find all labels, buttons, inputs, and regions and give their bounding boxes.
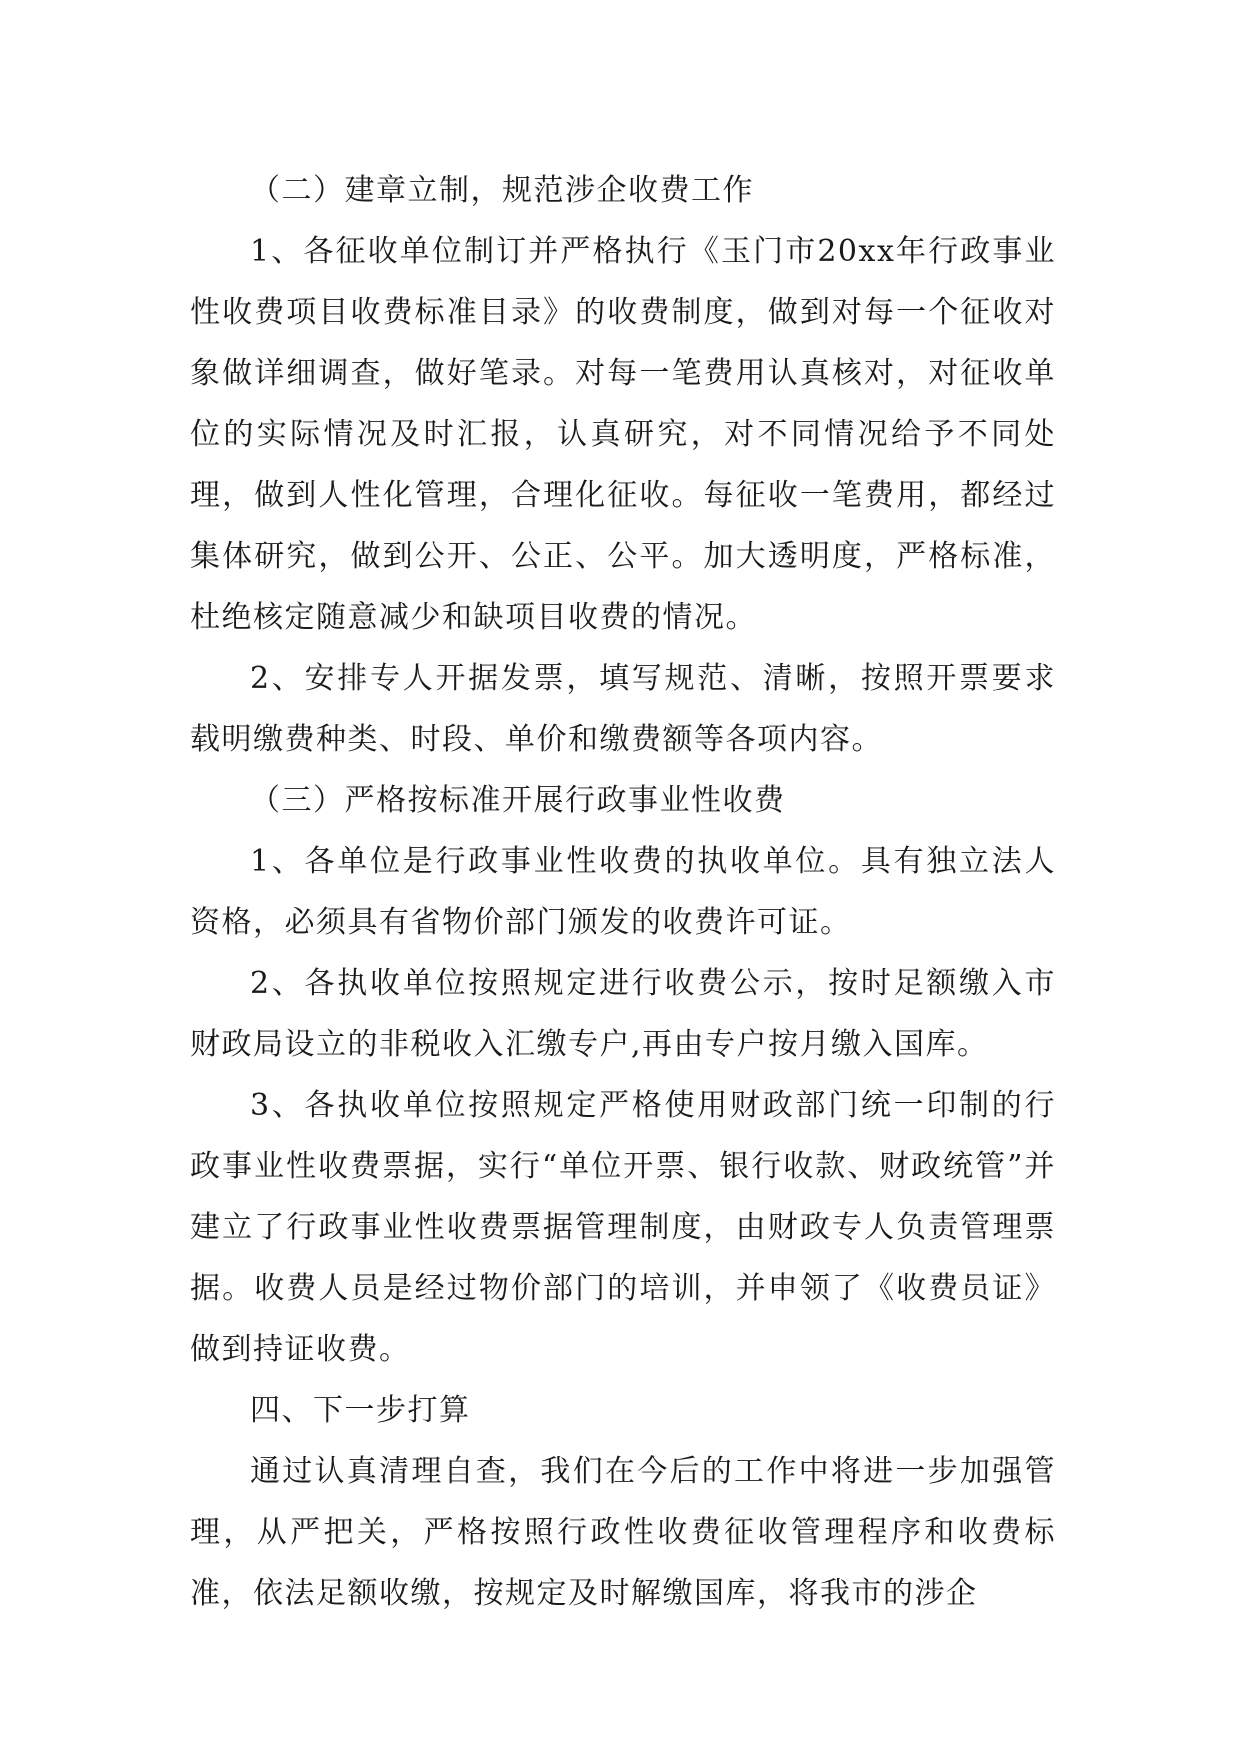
paragraph-2-1: 1、各征收单位制订并严格执行《玉门市20xx年行政事业性收费项目收费标准目录》的收费制度，做到对每一个征收对象做详细调查，做好笔录。对每一笔费用认真核对，对征收单位的实际情况及时汇报，认真研究，对不同情况给予不同处理，做到人性化管理，合理化征收。每征收一笔费用，都经过集体研究，做到公开、公正、公平。加大透明度，严格标准，杜绝核定随意减少和缺项目收费的情况。 [190, 234, 1056, 635]
section-heading-2: （二）建章立制，规范涉企收费工作 [250, 173, 754, 208]
document-body [190, 160, 1056, 1624]
paragraph-4-1: 通过认真清理自查，我们在今后的工作中将进一步加强管理，从严把关，严格按照行政性收费征收管理程序和收费标准，依法足额收缴，按规定及时解缴国库，将我市的涉企 [190, 1454, 1056, 1611]
paragraph-2-2: 2、安排专人开据发票，填写规范、清晰，按照开票要求载明缴费种类、时段、单价和缴费额等各项内容。 [190, 661, 1056, 757]
paragraph-3-1: 1、各单位是行政事业性收费的执收单位。具有独立法人资格，必须具有省物价部门颁发的收费许可证。 [190, 844, 1056, 940]
section-heading-4: 四、下一步打算 [250, 1393, 471, 1428]
paragraph-3-2: 2、各执收单位按照规定进行收费公示，按时足额缴入市财政局设立的非税收入汇缴专户,再由专户按月缴入国库。 [190, 966, 1056, 1062]
section-heading-3: （三）严格按标准开展行政事业性收费 [250, 783, 786, 818]
paragraph-3-3: 3、各执收单位按照规定严格使用财政部门统一印制的行政事业性收费票据，实行“单位开票、银行收款、财政统管”并建立了行政事业性收费票据管理制度，由财政专人负责管理票据。收费人员是经过物价部门的培训，并申领了《收费员证》做到持证收费。 [190, 1088, 1056, 1367]
